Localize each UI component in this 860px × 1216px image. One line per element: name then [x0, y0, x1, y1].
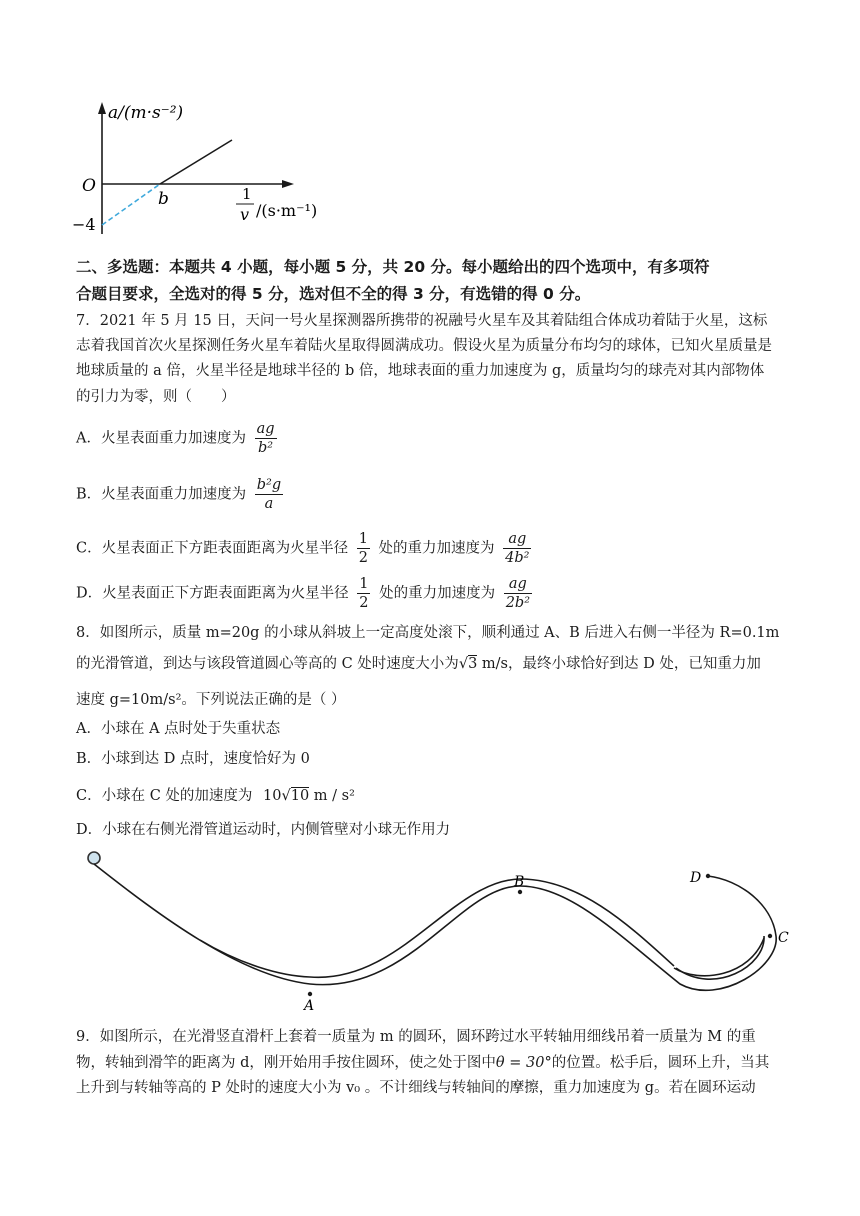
- q7-option-b: [76, 476, 287, 513]
- q7-option-c-half: [357, 530, 370, 567]
- q8-option-c-unit: m / s²: [313, 788, 355, 804]
- q7-option-c-den: 4b²: [505, 550, 530, 566]
- q7-line3: 地球质量的 a 倍，火星半径是地球半径的 b 倍，地球表面的重力加速度为 g，质量均匀的球壳对其内部物体: [76, 363, 765, 379]
- b-label: b: [158, 189, 169, 209]
- section2-line2: 合题目要求，全选对的得 5 分，选对但不全的得 3 分，有选错的得 0 分。: [76, 285, 591, 303]
- q7-option-d-text: D．火星表面正下方距表面距离为火星半径: [76, 585, 349, 602]
- q7-line1: 7．2021 年 5 月 15 日，天问一号火星探测器所携带的祝融号火星车及其着陆组合体成功着陆于火星，这标: [76, 313, 768, 329]
- q7-option-d-half: [357, 575, 370, 612]
- x-label-den: v: [240, 205, 250, 224]
- q8-option-c: [76, 786, 355, 806]
- q7-line4: 的引力为零，则（ ）: [76, 389, 236, 405]
- q7-option-c-text: C．火星表面正下方距表面距离为火星半径: [76, 540, 349, 557]
- q8-option-c-sqrt-value: 10: [290, 788, 310, 804]
- q7-option-a: [76, 420, 281, 457]
- point-d-label: D: [690, 870, 702, 886]
- q7-option-c-half-den: 2: [358, 550, 368, 566]
- track-inner: [200, 879, 674, 977]
- acceleration-graph: [70, 92, 340, 242]
- q7-line2: 志着我国首次火星探测任务火星车着陆火星取得圆满成功。假设火星为质量分布均匀的球体，已知火星质量是: [76, 338, 772, 354]
- q7-option-d: [76, 575, 536, 612]
- q7-option-b-fraction: [255, 476, 283, 513]
- q9-line2a: 物，转轴到滑竿的距离为 d，刚开始用手按住圆环，使之处于图中: [76, 1055, 496, 1071]
- q8-line1: 8．如图所示，质量 m=20g 的小球从斜坡上一定高度处滚下，顺利通过 A、B 后进入右侧一半径为 R=0.1m: [76, 625, 780, 641]
- point-b-dot: [518, 890, 522, 894]
- q9-line2: [76, 1053, 769, 1073]
- track-loop-inner: [674, 938, 764, 976]
- q7-option-a-fraction: [255, 420, 277, 457]
- point-a-label: A: [304, 998, 315, 1014]
- q7-option-d-half-den: 2: [359, 595, 369, 611]
- q8-option-b: B．小球到达 D 点时，速度恰好为 0: [76, 751, 310, 767]
- solid-line: [160, 140, 232, 184]
- x-label-num: 1: [242, 185, 252, 203]
- point-c-label: C: [778, 930, 789, 946]
- x-label-unit: /(s·m⁻¹): [256, 201, 318, 220]
- q8-line2a: 的光滑管道，到达与该段管道圆心等高的 C 处时速度大小为: [76, 656, 459, 672]
- q7-option-d-fraction: [504, 575, 532, 612]
- point-d-dot: [706, 874, 710, 878]
- q7-option-a-num: ag: [256, 421, 275, 437]
- q7-option-d-den: 2b²: [505, 595, 531, 611]
- origin-label: O: [82, 176, 96, 196]
- q7-option-a-text: A．火星表面重力加速度为: [76, 430, 246, 447]
- q8-line2: [76, 654, 761, 674]
- q7-option-b-den: a: [255, 494, 283, 513]
- q9-line2b: 的位置。松手后，圆环上升，当其: [551, 1055, 770, 1071]
- point-a-dot: [308, 992, 312, 996]
- q7-option-b-text: B．火星表面重力加速度为: [76, 486, 247, 503]
- q9-theta: θ = 30°: [495, 1055, 552, 1071]
- point-c-dot: [768, 934, 772, 938]
- track-outer: [94, 864, 776, 990]
- q8-option-d: D．小球在右侧光滑管道运动时，内侧管壁对小球无作用力: [76, 822, 451, 838]
- q7-option-c-num: ag: [508, 531, 527, 547]
- q7-option-d-half-num: 1: [359, 576, 369, 592]
- q8-option-c-coef: 10: [263, 788, 282, 804]
- q8-option-c-text: C．小球在 C 处的加速度为: [76, 788, 253, 804]
- dashed-line: [102, 184, 160, 225]
- q7-option-c: [76, 530, 535, 567]
- q7-option-a-den: b²: [255, 438, 277, 457]
- ball: [88, 852, 100, 864]
- q8-sqrt-sign: √: [458, 656, 469, 672]
- q8-option-a: A．小球在 A 点时处于失重状态: [76, 721, 281, 737]
- q8-sqrt-value: 3: [468, 656, 478, 672]
- track-diagram: [80, 846, 800, 1014]
- q9-line3: 上升到与转轴等高的 P 处时的速度大小为 v₀ 。不计细线与转轴间的摩擦，重力加速度为 g。若在圆环运动: [76, 1080, 756, 1096]
- q7-option-c-half-num: 1: [358, 531, 368, 547]
- minus4-label: −4: [72, 215, 96, 234]
- q8-line2b: m/s，最终小球恰好到达 D 处，已知重力加: [481, 656, 761, 672]
- point-b-label: B: [514, 874, 525, 890]
- q9-line1: 9．如图所示，在光滑竖直滑杆上套着一质量为 m 的圆环，圆环跨过水平转轴用细线吊着一质量为 M 的重: [76, 1029, 756, 1045]
- q8-option-c-sqrt-sign: √: [281, 788, 291, 804]
- section2-line1: 二、多选题：本题共 4 小题，每小题 5 分，共 20 分。每小题给出的四个选项中，有多项符: [76, 258, 710, 276]
- q7-option-c-fraction: [503, 530, 531, 567]
- x-axis-arrow: [282, 180, 294, 188]
- q7-option-d-num: ag: [508, 576, 527, 592]
- q7-option-d-mid: 处的重力加速度为: [379, 585, 496, 602]
- y-axis-arrow: [98, 102, 106, 114]
- q7-option-c-mid: 处的重力加速度为: [378, 540, 495, 557]
- q8-line3: 速度 g=10m/s²。下列说法正确的是（ ）: [76, 692, 346, 708]
- y-axis-label: a/(m·s⁻²): [108, 103, 184, 123]
- q7-option-b-num: b²g: [256, 477, 282, 493]
